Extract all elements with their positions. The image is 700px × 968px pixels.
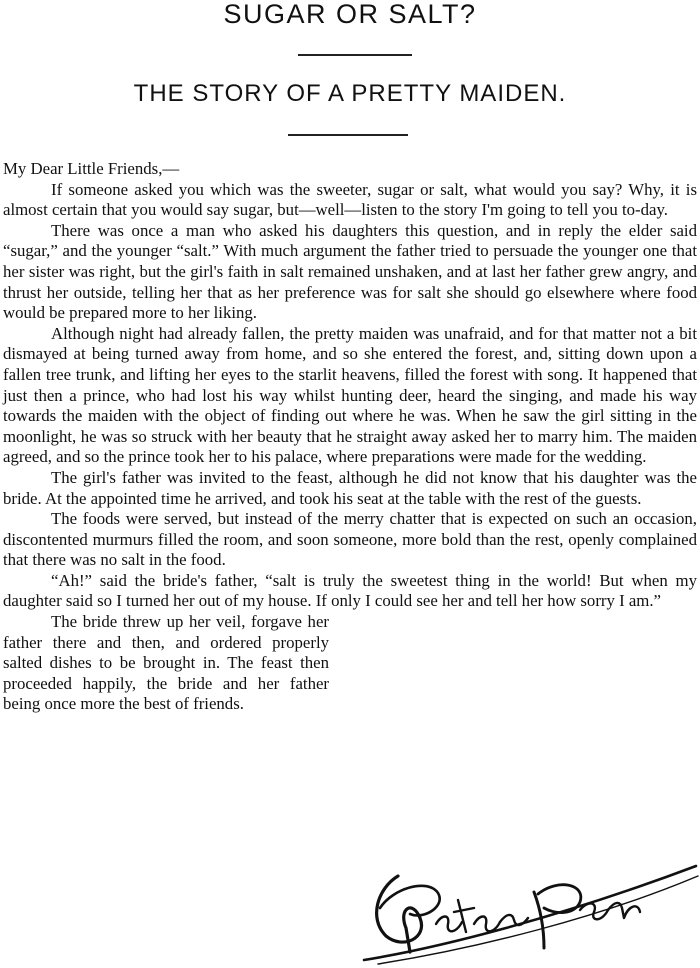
paragraph: There was once a man who asked his daughters this question, and in reply the elder said “sugar,” and the younger “salt.” With much argument the father tried to persuade the younger one that her sister was right, but the girl's faith in salt remained unshaken, and at last her father grew angry, and thrust her outside, telling her that as her preference was for salt she should go elsewhere where food would be prepared more to her liking. bbox=[3, 220, 697, 323]
salutation: My Dear Little Friends,— bbox=[3, 159, 180, 178]
signature-image bbox=[358, 848, 700, 968]
subtitle-divider bbox=[288, 134, 408, 136]
paragraph: If someone asked you which was the sweeter, sugar or salt, what would you say? Why, it is almost certain that you would say sugar, but—well—listen to the story I'm going to tell you to-day. bbox=[3, 179, 697, 220]
paragraph: “Ah!” said the bride's father, “salt is truly the sweetest thing in the world! But when my daughter said so I turned her out of my house. If only I could see her and tell her how sorry I am.” bbox=[3, 570, 697, 611]
title-divider bbox=[298, 54, 412, 56]
closing-paragraph: The bride threw up her veil, forgave her father there and then, and ordered properly salted dishes to be brought in. The feast then proceeded happily, the bride and her father being once more the best of friends. bbox=[3, 612, 329, 714]
article-subtitle: THE STORY OF A PRETTY MAIDEN. bbox=[133, 80, 567, 107]
article-title: SUGAR OR SALT? bbox=[223, 0, 477, 29]
paragraph: The foods were served, but instead of the merry chatter that is expected on such an occasion, discontented murmurs filled the room, and soon someone, more bold than the rest, openly complained that there was no salt in the food. bbox=[3, 509, 697, 570]
paragraph: The girl's father was invited to the feast, although he did not know that his daughter was the bride. At the appointed time he arrived, and took his seat at the table with the rest of the guests. bbox=[3, 467, 697, 508]
paragraph: Although night had already fallen, the pretty maiden was unafraid, and for that matter not a bit dismayed at being turned away from home, and so she entered the forest, and, sitting down upon a fallen tree trunk, and lifting her eyes to the starlit heavens, filled the forest with song. It happened that just then a prince, who had lost his way whilst hunting deer, heard the singing, and made his way towards the maiden with the object of finding out where he was. When he saw the girl sitting in the moonlight, he was so struck with her beauty that he straight away asked her to marry him. The maiden agreed, and so the prince took her to his palace, where preparations were made for the wedding. bbox=[3, 323, 697, 467]
article-body bbox=[3, 159, 697, 715]
